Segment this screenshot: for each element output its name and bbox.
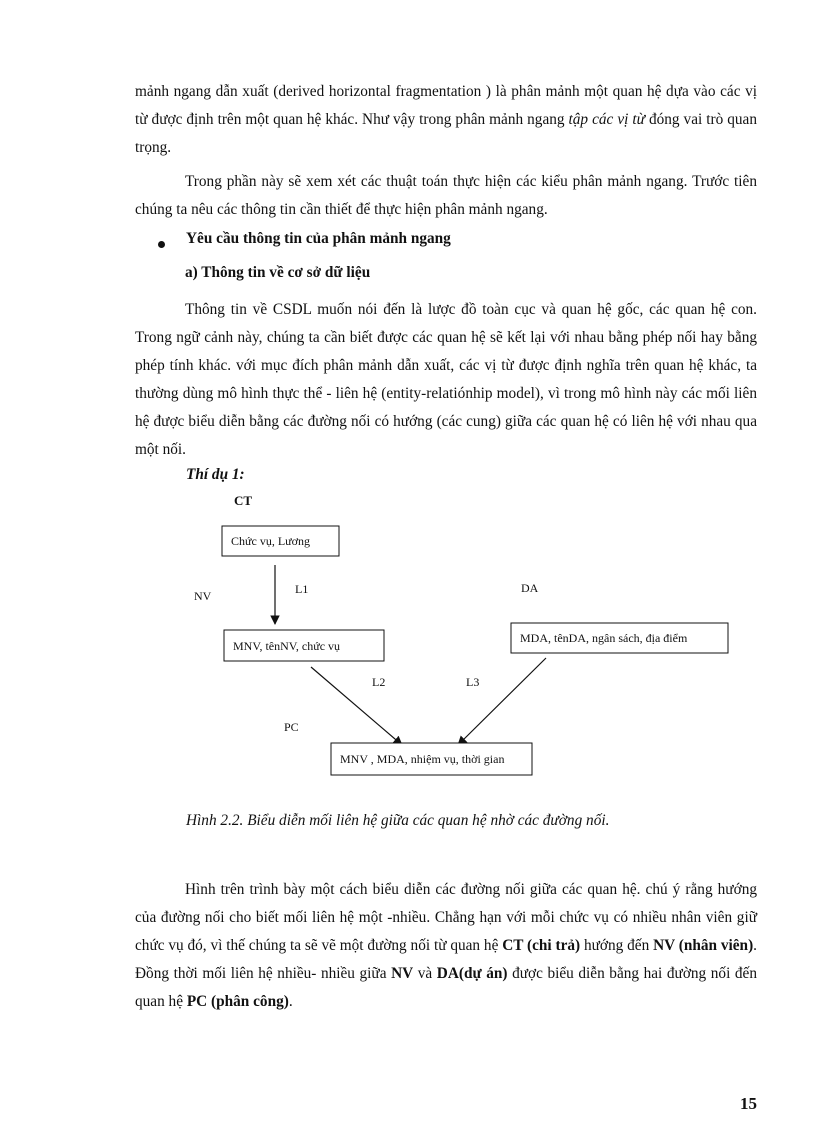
l2-label: L2 (372, 675, 386, 689)
l3-arrow (458, 658, 546, 745)
l2-arrow (311, 667, 402, 745)
pc-label: PC (284, 720, 299, 734)
bullet-heading-text: Yêu cầu thông tin của phân mảnh ngang (186, 230, 451, 247)
paragraph-4 (135, 876, 757, 1016)
p4-text-3: . Đồng thời mối liên hệ nhiều- nhiều giữa (135, 937, 757, 982)
paragraph-1-part1: mảnh ngang dẫn xuất (derived horizontal fragmentation ) là phân mảnh một quan hệ dựa vào các vị từ được định trên một quan hệ khác. Như vậy trong phân mảnh ngang (135, 83, 757, 128)
ct-label: CT (234, 493, 253, 508)
figure-caption: Hình 2.2. Biểu diễn mối liên hệ giữa các quan hệ nhờ các đường nối. (186, 812, 610, 829)
paragraph-3-text: Thông tin về CSDL muốn nói đến là lược đồ toàn cục và quan hệ gốc, các quan hệ con. Trong ngữ cảnh này, chúng ta cần biết được các quan hệ sẽ kết lại với nhau bằng phép nối hay bằng phép tính khác. với mục đích phân mảnh dẫn xuất, các vị từ được định nghĩa trên quan hệ khác, ta thường dùng mô hình thực thể - liên hệ (entity-relatiónhip model), vì trong mô hình này các mối liên hệ được biểu diễn bằng các đường nối có hướng (các cung) giữa các quan hệ có liên hệ với nhau qua một nối. (135, 301, 757, 458)
p4-text-5: được biểu diễn bằng hai đường nối đến quan hệ (135, 965, 757, 1010)
da-label: DA (521, 581, 539, 595)
pc-box-text: MNV , MDA, nhiệm vụ, thời gian (340, 752, 505, 766)
p4-text-1: Hình trên trình bày một cách biểu diễn các đường nối giữa các quan hệ. chú ý rằng hướng của đường nối cho biết mối liên hệ một -nhiều. Chẳng hạn với mỗi chức vụ có nhiều nhân viên giữ chức vụ đó, vì thế chúng ta sẽ vẽ một đường nối từ quan hệ (135, 881, 757, 954)
paragraph-1-part2: đóng vai trò quan trọng. (135, 111, 757, 156)
l1-label: L1 (295, 582, 309, 596)
p4-text-6: . (288, 993, 293, 1010)
nv-box-text: MNV, tênNV, chức vụ (233, 639, 341, 653)
l3-label: L3 (466, 675, 480, 689)
p4-bold-ct: CT (chi trả) (502, 937, 581, 954)
p4-bold-da: DA(dự án) (436, 965, 508, 982)
nv-label: NV (194, 589, 212, 603)
paragraph-1-italic: tập các vị từ (568, 111, 645, 128)
p4-bold-pc: PC (phân công) (186, 993, 289, 1010)
section-heading-a-text: a) Thông tin về cơ sở dữ liệu (185, 264, 371, 281)
p4-text-4: và (413, 965, 437, 982)
p4-bold-nv: NV (nhân viên) (653, 937, 754, 954)
da-box-text: MDA, tênDA, ngân sách, địa điểm (520, 631, 688, 645)
example-label: Thí dụ 1: (186, 466, 245, 483)
page-number: 15 (740, 1094, 757, 1113)
ct-box-text: Chức vụ, Lương (231, 534, 311, 548)
p4-bold-nv2: NV (391, 965, 414, 982)
p4-text-2: hướng đến (580, 937, 654, 954)
paragraph-2-text: Trong phần này sẽ xem xét các thuật toán thực hiện các kiểu phân mảnh ngang. Trước tiên chúng ta nêu các thông tin cần thiết để thực hiện phân mảnh ngang. (135, 173, 757, 218)
